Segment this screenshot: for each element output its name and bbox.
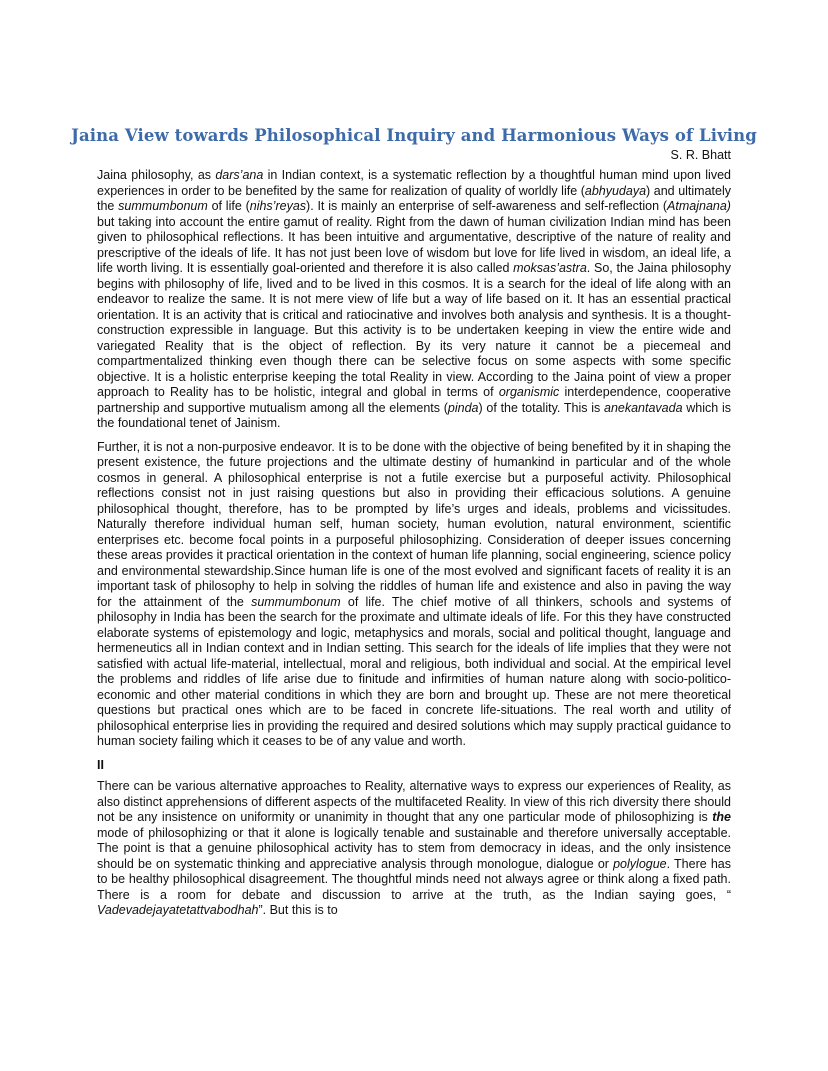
italic-term: Vadevadejayatetattvabodhah <box>97 903 259 917</box>
text-run: which is the foundational tenet of Jainism. <box>97 400 732 430</box>
text-run: ”. But this is to <box>258 903 338 917</box>
text-run: mode of philosophizing or that it alone is logically tenable and sustainable and therefore universally acceptable. The point is that a genuine philosophical activity has to stem from democracy in ideas, and the only insistence should be on systematic thinking and appreciative analysis through monologue, dialogue or <box>97 825 731 871</box>
text-run: of life. The chief motive of all thinkers, schools and systems of philosophy in India has been the search for the proximate and ultimate ideals of life. For this they have constructed elaborate systems of epistemology and logic, metaphysics and morals, social and political thought, language and hermeneutics all in Indian context and in Indian setting. This search for the ideals of life implies that they were not satisfied with actual life-material, intellectual, moral and religious, both individual and social. At the empirical level the problems and riddles of life arise due to finitude and infirmities of human nature along with socio-politico-economic and other material conditions in which they are born and brought up. These are not mere theoretical questions but practical ones which are to be faced in concrete life-situations. The real worth and utility of philosophical enterprise lies in providing the required and desired solutions which may supply practical guidance to human society failing which it ceases to be of any value and worth. <box>97 594 731 748</box>
text-run: interdependence, cooperative partnership and supportive mutualism among all the elements ( <box>97 385 732 415</box>
italic-term: polylogue <box>613 856 667 871</box>
italic-term: dars’ana <box>215 168 264 182</box>
text-run: in Indian context, is a systematic reflection by a thoughtful human mind upon lived experiences in order to be benefited by the same for realization of quality of worldly life ( <box>97 168 731 198</box>
paragraph-1 <box>97 168 731 432</box>
text-run: . There has to be healthy philosophical disagreement. The thoughtful minds need not always agree or think along a fixed path. There is a room for debate and discussion to arrive at the truth, as the Indian saying goes, “ <box>97 856 731 902</box>
italic-term: organismic <box>498 385 560 399</box>
text-run: ) and ultimately the <box>97 183 731 213</box>
text-run: of life ( <box>207 199 250 213</box>
italic-term: the <box>712 810 731 824</box>
document-title: Jaina View towards Philosophical Inquiry and Harmonious Ways of Living <box>71 126 757 145</box>
italic-term: pinda <box>447 400 479 415</box>
paragraph-2 <box>97 440 731 750</box>
italic-term: summumbonum <box>118 199 208 213</box>
body-text <box>97 168 731 927</box>
paragraph-3 <box>97 779 731 919</box>
text-run: Further, it is not a non-purposive endeavor. It is to be done with the objective of being benefited by it in shaping the present existence, the future projections and the ultimate destiny of humankind in particular and of the whole cosmos in general. A philosophical enterprise is not a futile exercise but a purposeful activity. Philosophical reflections consist not in just raising questions but also in providing their efficacious solutions. A genuine philosophical thought, therefore, has to be prompted by life’s urges and ideals, problems and vicissitudes. Naturally therefore individual human self, human society, human evolution, natural environment, scientific enterprises etc. become focal points in a purposeful philosophizing. Consideration of deeper issues concerning these areas provides it practical orientation in the context of human life planning, social engineering, science policy and environmental stewardship.Since human life is one of the most evolved and significant facets of reality it is an important task of philosophy to help in solving the riddles of human life and existence and also in paving the way for the attainment of the <box>97 439 731 609</box>
italic-term: nihs’reyas <box>249 199 307 213</box>
italic-term: Atmajnana) <box>667 199 731 213</box>
text-run: There can be various alternative approaches to Reality, alternative ways to express our experiences of Reality, as also distinct apprehensions of different aspects of the multifaceted Reality. In view of this rich diversity there should not be any insistence on uniformity or unanimity in thought that any one particular mode of philosophizing is <box>97 779 731 824</box>
text-run: ). It is mainly an enterprise of self-awareness and self-reflection ( <box>306 199 668 213</box>
text-run: Jaina philosophy, as <box>97 168 216 182</box>
text-run: ) of the totality. This is <box>478 400 604 415</box>
italic-term: summumbonum <box>251 594 341 609</box>
text-run: . So, the Jaina philosophy begins with philosophy of life, lived and to be lived in this cosmos. It is a search for the ideal of life along with an endeavor to realize the same. It is not mere view of life but a way of life based on it. It has an essential practical orientation. It is an activity that is critical and ratiocinative and involves both analysis and synthesis. It is a thought- construction expressible in language. But this activity is to be undertaken keeping in view the entire wide and variegated Reality that is the object of reflection. By its very nature it cannot be a piecemeal and compartmentalized thinking even though there can be selective focus on some aspects with some specific objective. It is a holistic enterprise keeping the total Reality in view. According to the Jaina point of view a proper approach to Reality has to be holistic, integral and global in terms of <box>97 261 731 399</box>
italic-term: abhyudaya <box>584 183 647 198</box>
italic-term: moksas’astra <box>513 261 587 275</box>
author-name: S. R. Bhatt <box>670 148 731 162</box>
italic-term: anekantavada <box>604 400 683 415</box>
section-heading: II <box>97 757 104 772</box>
text-run: but taking into account the entire gamut of reality. Right from the dawn of human civilization Indian mind has been given to philosophical reflections. It has been intuitive and argumentative, descriptive of the nature of reality and prescriptive of the ideals of life. It has not just been love of wisdom but love for life lived in wisdom, an ideal life, a life worth living. It is essentially goal-oriented and therefore it is also called <box>97 214 731 275</box>
